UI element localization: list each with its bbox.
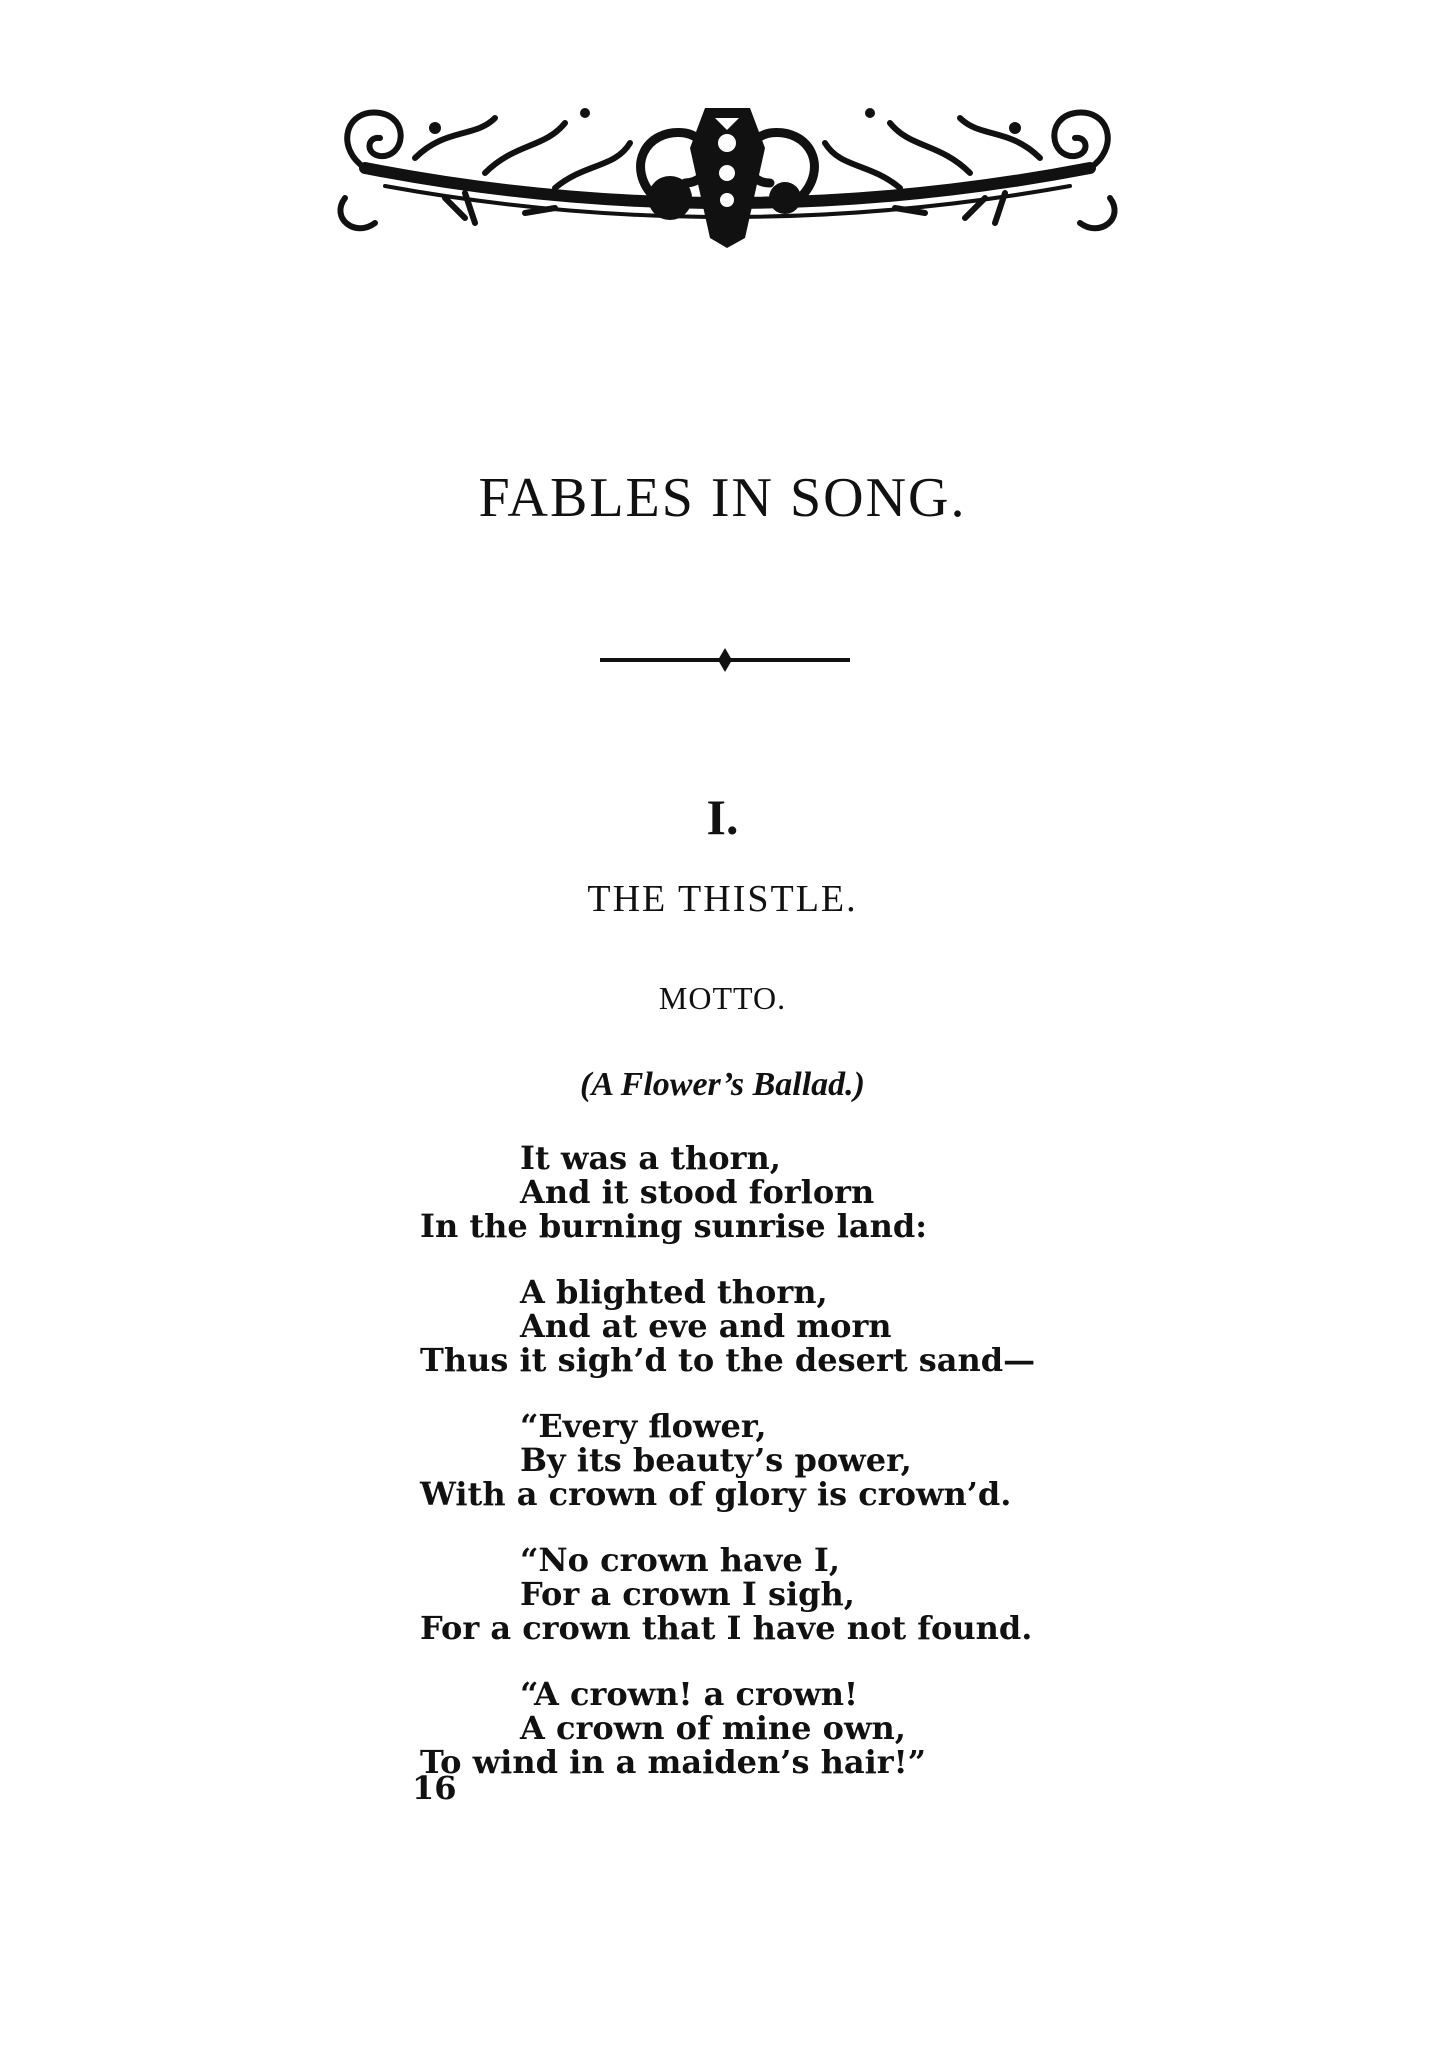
- poem-subtitle: (A Flower’s Ballad.): [580, 1066, 865, 1103]
- verse-line: “A crown! a crown!: [520, 1675, 859, 1713]
- verse-line: For a crown I sigh,: [520, 1575, 855, 1613]
- verse-line: “Every flower,: [520, 1407, 767, 1445]
- motto-heading: MOTTO.: [658, 980, 787, 1016]
- floral-scroll-headpiece-icon: [325, 88, 1130, 248]
- verse-line: A crown of mine own,: [520, 1709, 906, 1747]
- verse-line: “No crown have I,: [520, 1541, 840, 1579]
- diamond-rule-icon: [600, 645, 850, 675]
- verse-line: Thus it sigh’d to the desert sand—: [420, 1341, 1036, 1379]
- verse-line: By its beauty’s power,: [520, 1441, 912, 1479]
- verse-line: With a crown of glory is crown’d.: [420, 1475, 1012, 1513]
- chapter-numeral: I.: [706, 789, 739, 845]
- poem-title: THE THISTLE.: [587, 878, 858, 920]
- page-number: 16: [412, 1769, 457, 1807]
- verse-line: In the burning sunrise land:: [420, 1207, 928, 1245]
- verse-line: And it stood forlorn: [520, 1173, 875, 1211]
- book-title: FABLES IN SONG.: [478, 467, 967, 529]
- verse-line: And at eve and morn: [520, 1307, 892, 1345]
- verse-line: It was a thorn,: [520, 1139, 781, 1177]
- verse-line: For a crown that I have not found.: [420, 1609, 1033, 1647]
- verse-line: A blighted thorn,: [520, 1273, 828, 1311]
- verse-line: To wind in a maiden’s hair!”: [420, 1743, 927, 1781]
